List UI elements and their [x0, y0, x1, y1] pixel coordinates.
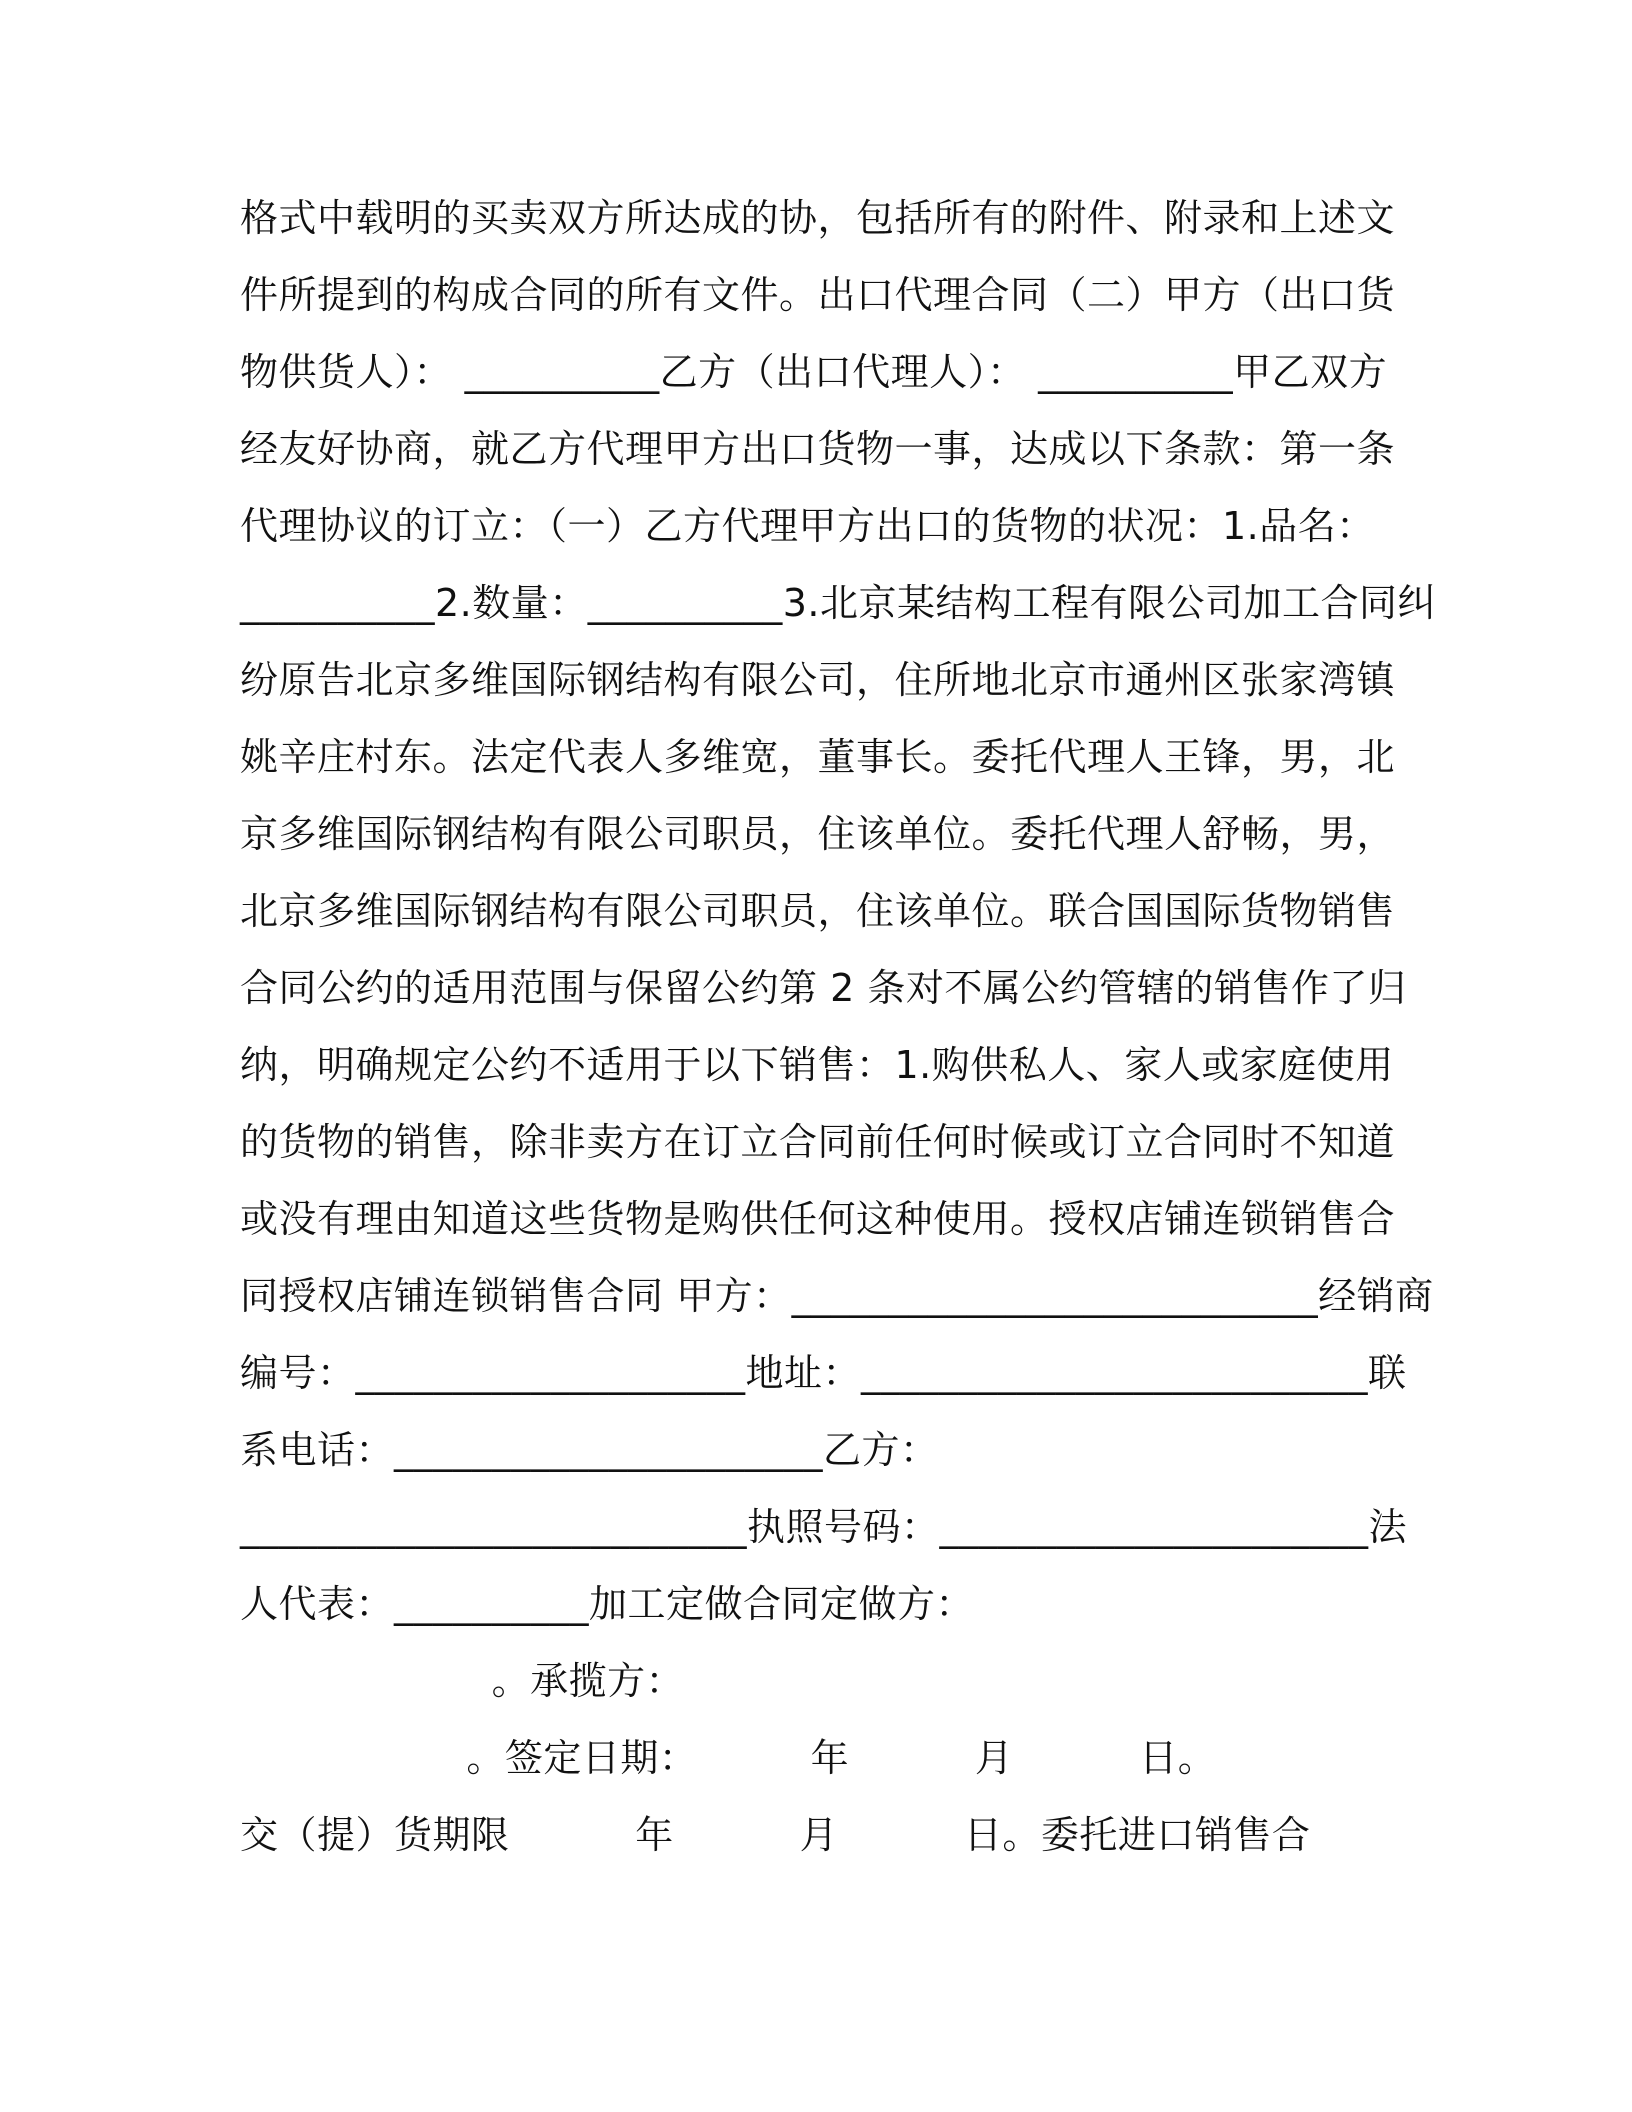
text-line: 系电话：______________________乙方： [240, 1428, 939, 1472]
document-body [240, 188, 1437, 1882]
text-line: 北京多维国际钢结构有限公司职员，住该单位。联合国国际货物销售 [240, 889, 1396, 933]
text-line: 纳，明确规定公约不适用于以下销售：1.购供私人、家人或家庭使用 [240, 1043, 1394, 1087]
text-line: 经友好协商，就乙方代理甲方出口货物一事，达成以下条款：第一条 [240, 427, 1396, 471]
text-line: 件所提到的构成合同的所有文件。出口代理合同（二）甲方（出口货 [240, 273, 1396, 317]
text-line: 姚辛庄村东。法定代表人多维宽，董事长。委托代理人王锋，男，北 [240, 735, 1396, 779]
text-line: 人代表：__________加工定做合同定做方： [240, 1582, 975, 1626]
text-line: 编号：____________________地址：__________________________联 [240, 1351, 1407, 1395]
text-line: 物供货人）： __________乙方（出口代理人）： __________甲乙双方 [240, 350, 1388, 394]
text-line: 代理协议的订立：（一）乙方代理甲方出口的货物的状况：1.品名： [240, 504, 1375, 548]
text-line: __________________________执照号码：______________________法 [240, 1505, 1408, 1549]
text-line: __________2.数量：__________3.北京某结构工程有限公司加工合同纠 [240, 581, 1437, 625]
text-line: 纷原告北京多维国际钢结构有限公司，住所地北京市通州区张家湾镇 [240, 658, 1396, 702]
text-line: 或没有理由知道这些货物是购供任何这种使用。授权店铺连锁销售合 [240, 1197, 1396, 1241]
text-line: 交（提）货期限 年 月 日。委托进口销售合 [240, 1813, 1311, 1857]
text-line: 京多维国际钢结构有限公司职员，住该单位。委托代理人舒畅，男， [240, 812, 1396, 856]
text-line: 同授权店铺连锁销售合同 甲方：___________________________经销商 [240, 1274, 1434, 1318]
text-line: 。承揽方： [240, 1659, 685, 1703]
text-line: 的货物的销售，除非卖方在订立合同前任何时候或订立合同时不知道 [240, 1120, 1396, 1164]
text-line: 合同公约的适用范围与保留公约第 2 条对不属公约管辖的销售作了归 [240, 966, 1407, 1010]
text-line: 格式中载明的买卖双方所达成的协，包括所有的附件、附录和上述文 [240, 196, 1396, 240]
text-line: 。签定日期： 年 月 日。 [240, 1736, 1217, 1780]
